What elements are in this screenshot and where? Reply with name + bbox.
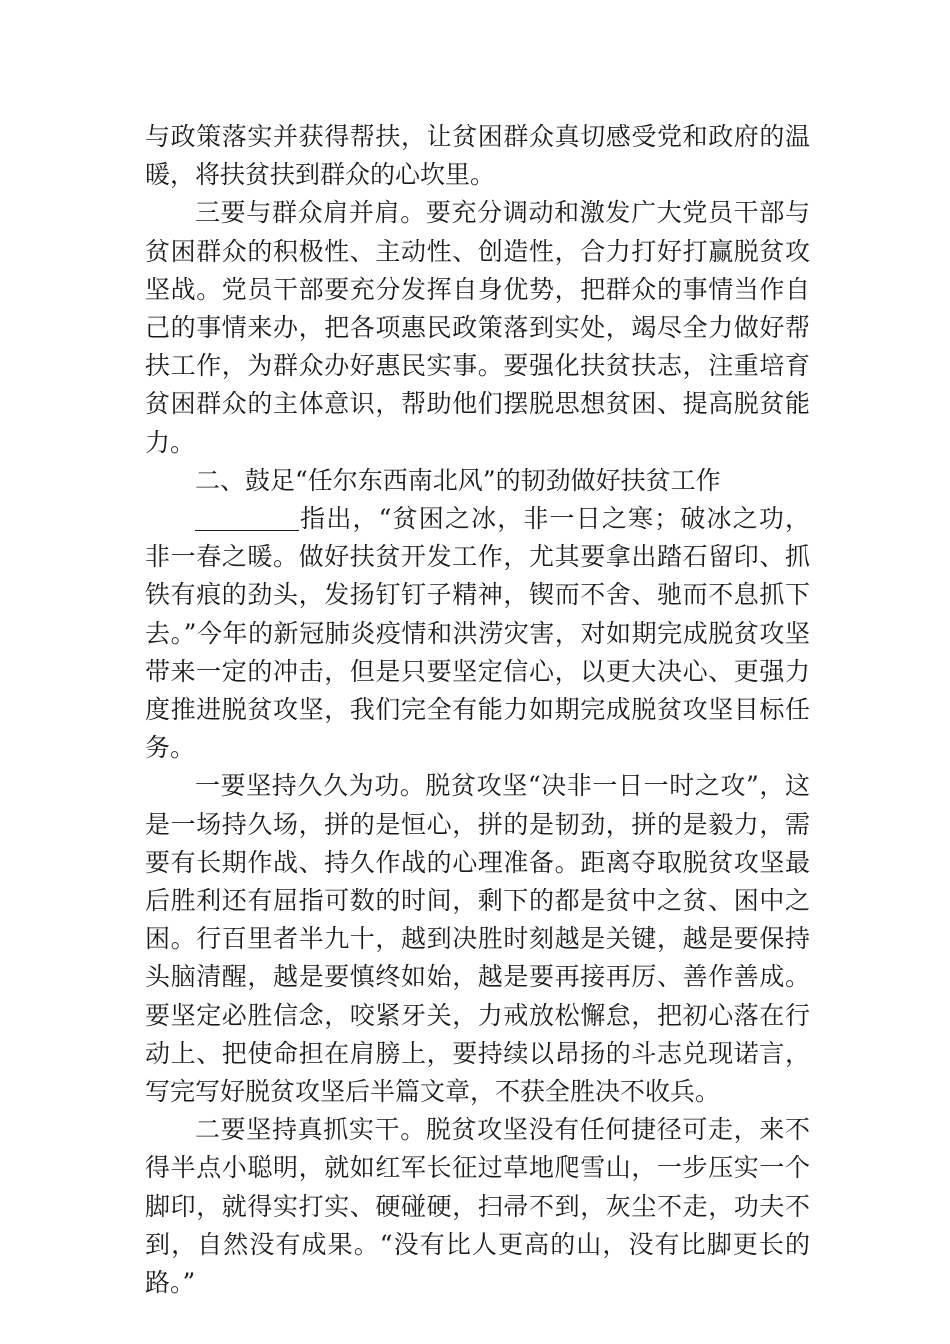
paragraph-1: 与政策落实并获得帮扶，让贫困群众真切感受党和政府的温暖，将扶贫扶到群众的心坎里。 [145,122,810,190]
paragraph-4 [145,500,810,767]
redacted-blank [195,504,299,531]
paragraph-6: 二要坚持真抓实干。脱贫攻坚没有任何捷径可走，来不得半点小聪明，就如红军长征过草地爬雪山，一步压实一个脚印，就得实打实、硬碰硬，扫帚不到，灰尘不走，功夫不到，自然没有成果。“没有比人更高的山，没有比脚更长的路。” [145,1115,810,1298]
section-heading: 二、鼓足“任尔东西南北风”的韧劲做好扶贫工作 [195,465,721,495]
document-body [145,118,810,1302]
paragraph-2: 三要与群众肩并肩。要充分调动和激发广大党员干部与贫困群众的积极性、主动性、创造性，合力打好打赢脱贫攻坚战。党员干部要充分发挥自身优势，把群众的事情当作自己的事情来办，把各项惠民政策落到实处，竭尽全力做好帮扶工作，为群众办好惠民实事。要强化扶贫扶志，注重培育贫困群众的主体意识，帮助他们摆脱思想贫困、提高脱贫能力。 [145,198,810,457]
paragraph-5: 一要坚持久久为功。脱贫攻坚“决非一日一时之攻”，这是一场持久场，拼的是恒心，拼的是韧劲，拼的是毅力，需要有长期作战、持久作战的心理准备。距离夺取脱贫攻坚最后胜利还有屈指可数的时间，剩下的都是贫中之贫、困中之困。行百里者半九十，越到决胜时刻越是关键，越是要保持头脑清醒，越是要慎终如始，越是要再接再厉、善作善成。要坚定必胜信念，咬紧牙关，力戒放松懈怠，把初心落在行动上、把使命担在肩膀上，要持续以昂扬的斗志兑现诺言，写完写好脱贫攻坚后半篇文章，不获全胜决不收兵。 [145,771,810,1107]
paragraph-4-text: 指出，“贫困之冰，非一日之寒；破冰之功，非一春之暖。做好扶贫开发工作，尤其要拿出踏石留印、抓铁有痕的劲头，发扬钉钉子精神，锲而不舍、驰而不息抓下去。”今年的新冠肺炎疫情和洪涝灾害，对如期完成脱贫攻坚带来一定的冲击，但是只要坚定信心，以更大决心、更强力度推进脱贫攻坚，我们完全有能力如期完成脱贫攻坚目标任务。 [145,504,810,763]
